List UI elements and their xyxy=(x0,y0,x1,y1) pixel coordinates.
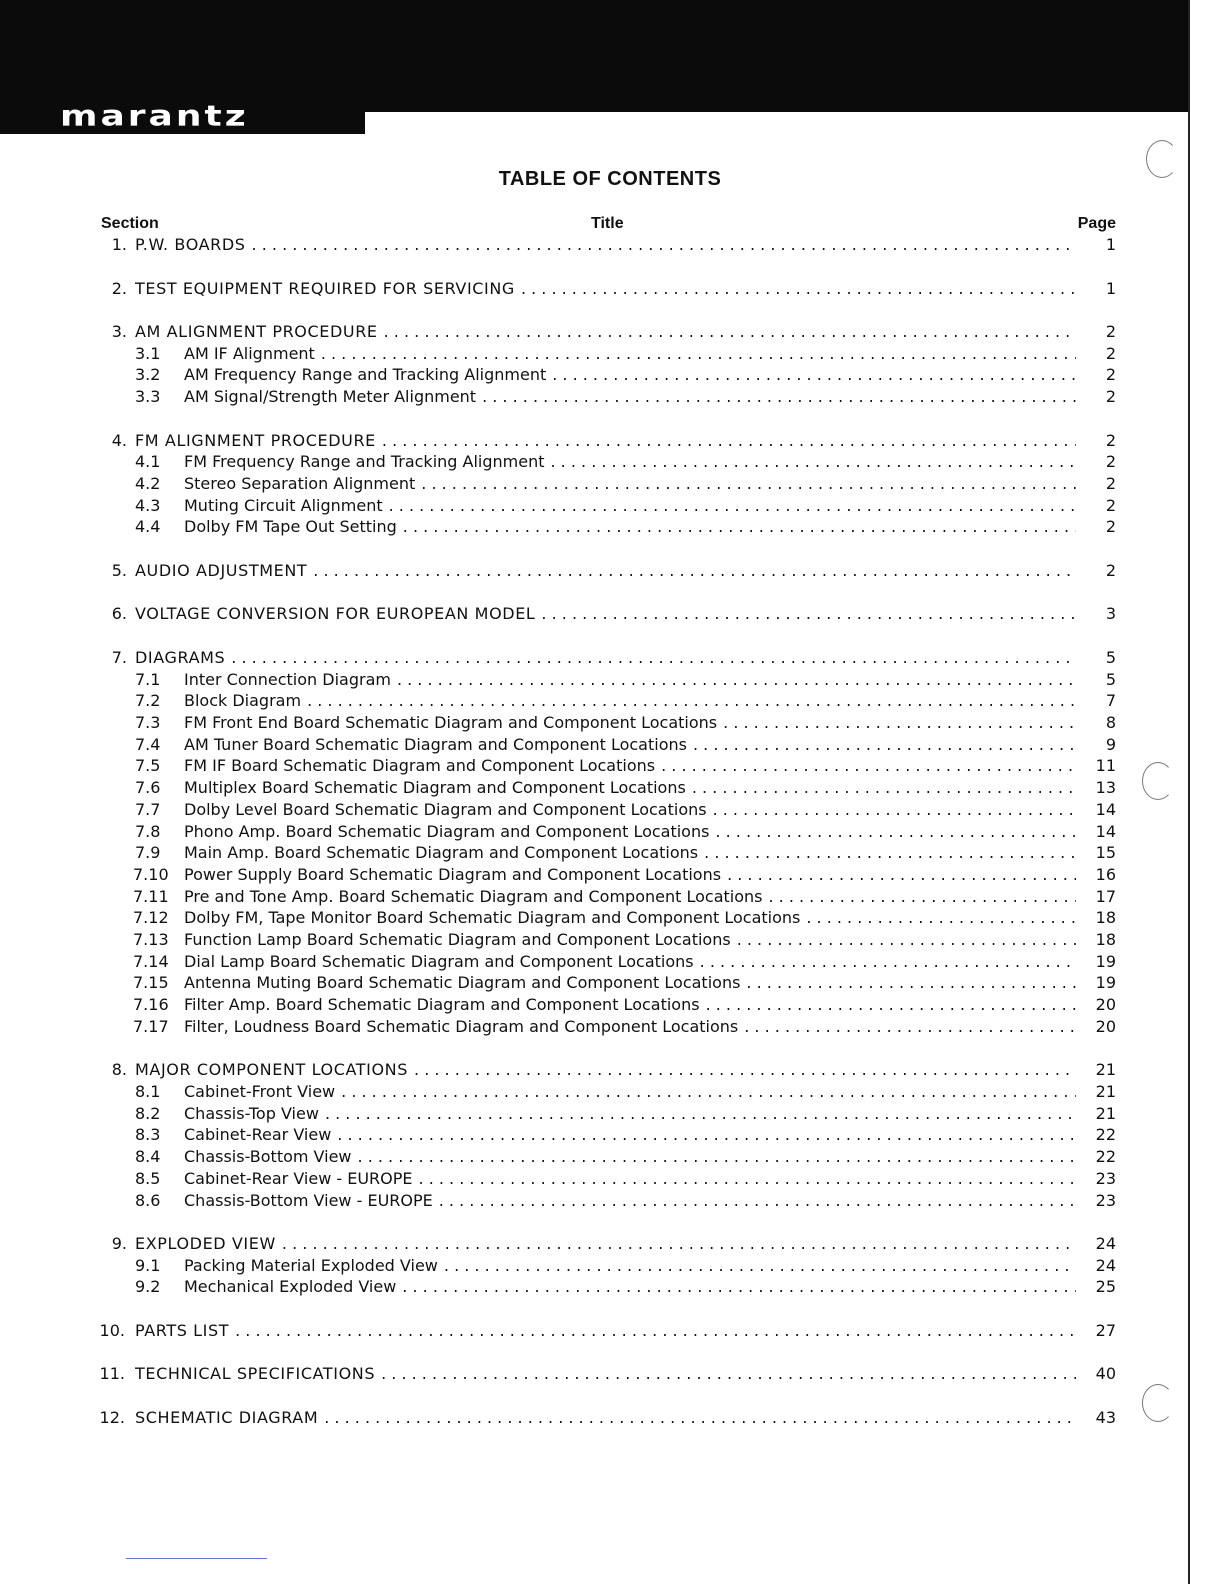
page-number: 17 xyxy=(1076,886,1116,908)
entry-leader xyxy=(184,1081,1088,1103)
toc-subsection xyxy=(0,516,1224,538)
page-number: 18 xyxy=(1076,929,1116,951)
page-number: 2 xyxy=(1076,430,1116,452)
toc-subsection xyxy=(0,364,1224,386)
page-number: 2 xyxy=(1076,516,1116,538)
dot-leader xyxy=(382,430,1088,452)
entry-leader xyxy=(135,1363,1088,1385)
entry-leader xyxy=(184,495,1088,517)
page-number: 40 xyxy=(1076,1363,1116,1385)
page-number: 21 xyxy=(1076,1059,1116,1081)
toc-subsection xyxy=(0,1255,1224,1277)
dot-leader xyxy=(381,1363,1088,1385)
page-number: 22 xyxy=(1076,1124,1116,1146)
dot-leader xyxy=(325,1103,1088,1125)
column-header-section: Section xyxy=(101,215,159,232)
dot-leader xyxy=(661,755,1088,777)
section-number: 7.7 xyxy=(135,799,161,819)
entry-title: AM Signal/Strength Meter Alignment xyxy=(184,386,482,408)
section-number: 7.14 xyxy=(133,951,169,971)
dot-leader xyxy=(414,1059,1088,1081)
section-number: 4.4 xyxy=(135,517,161,537)
dot-leader xyxy=(693,734,1088,756)
entry-leader xyxy=(184,343,1088,365)
entry-leader xyxy=(184,907,1088,929)
column-header-page: Page xyxy=(1077,215,1116,232)
toc-section xyxy=(0,278,1224,300)
section-number: 7.8 xyxy=(135,821,161,841)
entry-leader xyxy=(135,603,1088,625)
section-number: 9. xyxy=(111,1234,127,1253)
entry-title: Function Lamp Board Schematic Diagram and Component Locations xyxy=(184,929,737,951)
entry-leader xyxy=(184,451,1088,473)
entry-title: Chassis-Top View xyxy=(184,1103,325,1125)
section-number: 9.2 xyxy=(135,1277,161,1297)
toc-subsection xyxy=(0,929,1224,951)
header-band xyxy=(0,0,1188,112)
toc-subsection xyxy=(0,386,1224,408)
entry-title: Dolby Level Board Schematic Diagram and Component Locations xyxy=(184,799,713,821)
entry-leader xyxy=(184,473,1088,495)
section-number: 8.1 xyxy=(135,1082,161,1101)
entry-leader xyxy=(184,1255,1088,1277)
entry-title: FM ALIGNMENT PROCEDURE xyxy=(135,430,382,452)
toc-subsection xyxy=(0,799,1224,821)
entry-title: Pre and Tone Amp. Board Schematic Diagram and Component Locations xyxy=(184,886,768,908)
entry-title: Multiplex Board Schematic Diagram and Component Locations xyxy=(184,777,692,799)
page-number: 27 xyxy=(1076,1320,1116,1342)
dot-leader xyxy=(403,516,1088,538)
page-number: 3 xyxy=(1076,603,1116,625)
page-number: 24 xyxy=(1076,1255,1116,1277)
dot-leader xyxy=(806,907,1088,929)
entry-title: AM Tuner Board Schematic Diagram and Component Locations xyxy=(184,734,693,756)
entry-leader xyxy=(184,1168,1088,1190)
entry-title: Phono Amp. Board Schematic Diagram and Component Locations xyxy=(184,821,715,843)
section-number: 7.15 xyxy=(133,973,169,993)
toc-subsection xyxy=(0,907,1224,929)
entry-title: Filter Amp. Board Schematic Diagram and Component Locations xyxy=(184,994,706,1016)
page-number: 25 xyxy=(1076,1276,1116,1298)
entry-title: AM ALIGNMENT PROCEDURE xyxy=(135,321,384,343)
page-number: 20 xyxy=(1076,994,1116,1016)
page-number: 15 xyxy=(1076,842,1116,864)
section-number: 4.3 xyxy=(135,495,161,515)
page-number: 9 xyxy=(1076,734,1116,756)
entry-title: Antenna Muting Board Schematic Diagram and Component Locations xyxy=(184,972,746,994)
section-number: 8.4 xyxy=(135,1147,161,1167)
section-number: 7.11 xyxy=(133,886,169,906)
section-number: 7.6 xyxy=(135,778,161,798)
section-number: 7.5 xyxy=(135,756,161,776)
entry-title: TEST EQUIPMENT REQUIRED FOR SERVICING xyxy=(135,278,521,300)
entry-title: AM IF Alignment xyxy=(184,343,321,365)
section-number: 7.1 xyxy=(135,669,161,689)
dot-leader xyxy=(700,951,1088,973)
dot-leader xyxy=(421,473,1088,495)
toc-subsection xyxy=(0,864,1224,886)
entry-title: FM Front End Board Schematic Diagram and Component Locations xyxy=(184,712,723,734)
footer-rule xyxy=(126,1558,267,1559)
entry-leader xyxy=(184,821,1088,843)
toc-subsection xyxy=(0,690,1224,712)
toc-subsection xyxy=(0,669,1224,691)
entry-title: Chassis-Bottom View xyxy=(184,1146,358,1168)
dot-leader xyxy=(737,929,1088,951)
dot-leader xyxy=(692,777,1088,799)
page-number: 2 xyxy=(1076,364,1116,386)
page-number: 2 xyxy=(1076,386,1116,408)
section-number: 8. xyxy=(111,1060,127,1080)
toc-subsection xyxy=(0,1190,1224,1212)
entry-leader xyxy=(184,690,1088,712)
toc-section xyxy=(0,1320,1224,1342)
section-number: 7.2 xyxy=(135,691,161,711)
toc-subsection xyxy=(0,712,1224,734)
entry-leader xyxy=(135,234,1088,256)
page-number: 5 xyxy=(1076,669,1116,691)
page-title: TABLE OF CONTENTS xyxy=(498,168,722,190)
entry-title: Power Supply Board Schematic Diagram and Component Locations xyxy=(184,864,727,886)
entry-title: P.W. BOARDS xyxy=(135,234,252,256)
section-number: 4. xyxy=(111,430,127,450)
section-number: 3.2 xyxy=(135,365,161,385)
toc-subsection xyxy=(0,994,1224,1016)
entry-leader xyxy=(184,755,1088,777)
brand-logo: marantz xyxy=(60,100,249,133)
toc-subsection xyxy=(0,734,1224,756)
dot-leader xyxy=(419,1168,1088,1190)
entry-title: Dolby FM Tape Out Setting xyxy=(184,516,403,538)
entry-title: Cabinet-Rear View xyxy=(184,1124,337,1146)
entry-leader xyxy=(184,1276,1088,1298)
toc-subsection xyxy=(0,886,1224,908)
dot-leader xyxy=(723,712,1088,734)
entry-leader xyxy=(184,951,1088,973)
page-number: 18 xyxy=(1076,907,1116,929)
entry-leader xyxy=(135,321,1088,343)
entry-leader xyxy=(135,278,1088,300)
dot-leader xyxy=(551,451,1089,473)
entry-title: Mechanical Exploded View xyxy=(184,1276,402,1298)
entry-leader xyxy=(184,929,1088,951)
dot-leader xyxy=(439,1190,1088,1212)
page-number: 14 xyxy=(1076,799,1116,821)
entry-title: Stereo Separation Alignment xyxy=(184,473,421,495)
toc-subsection xyxy=(0,1168,1224,1190)
page-number: 2 xyxy=(1076,321,1116,343)
dot-leader xyxy=(746,972,1088,994)
entry-leader xyxy=(184,886,1088,908)
section-number: 7.17 xyxy=(133,1016,169,1036)
dot-leader xyxy=(389,495,1088,517)
entry-title: FM IF Board Schematic Diagram and Component Locations xyxy=(184,755,661,777)
page-number: 21 xyxy=(1076,1103,1116,1125)
page-number: 43 xyxy=(1076,1407,1116,1429)
toc-subsection xyxy=(0,821,1224,843)
entry-title: Dial Lamp Board Schematic Diagram and Component Locations xyxy=(184,951,700,973)
toc-section xyxy=(0,1233,1224,1255)
toc-subsection xyxy=(0,1103,1224,1125)
entry-leader xyxy=(184,1124,1088,1146)
section-number: 7. xyxy=(111,647,127,667)
section-number: 5. xyxy=(111,560,127,580)
page-number: 21 xyxy=(1076,1081,1116,1103)
dot-leader xyxy=(744,1016,1088,1038)
page-number: 24 xyxy=(1076,1233,1116,1255)
entry-leader xyxy=(184,994,1088,1016)
dot-leader xyxy=(397,669,1088,691)
entry-title: Chassis-Bottom View - EUROPE xyxy=(184,1190,439,1212)
section-number: 4.1 xyxy=(135,452,161,472)
page-number: 1 xyxy=(1076,234,1116,256)
entry-title: Packing Material Exploded View xyxy=(184,1255,444,1277)
entry-title: Dolby FM, Tape Monitor Board Schematic Diagram and Component Locations xyxy=(184,907,806,929)
dot-leader xyxy=(552,364,1088,386)
toc-subsection xyxy=(0,755,1224,777)
entry-title: SCHEMATIC DIAGRAM xyxy=(135,1407,324,1429)
entry-leader xyxy=(184,712,1088,734)
entry-leader xyxy=(135,560,1088,582)
entry-leader xyxy=(135,1407,1088,1429)
toc-subsection xyxy=(0,473,1224,495)
dot-leader xyxy=(307,690,1088,712)
page-number: 1 xyxy=(1076,278,1116,300)
toc-subsection xyxy=(0,495,1224,517)
dot-leader xyxy=(282,1233,1088,1255)
dot-leader xyxy=(341,1081,1088,1103)
entry-title: Cabinet-Rear View - EUROPE xyxy=(184,1168,419,1190)
entry-title: FM Frequency Range and Tracking Alignment xyxy=(184,451,551,473)
toc-subsection xyxy=(0,842,1224,864)
page-number: 2 xyxy=(1076,560,1116,582)
entry-leader xyxy=(184,842,1088,864)
entry-title: VOLTAGE CONVERSION FOR EUROPEAN MODEL xyxy=(135,603,541,625)
section-number: 3. xyxy=(111,322,127,341)
toc-section xyxy=(0,1059,1224,1081)
section-number: 12. xyxy=(99,1407,125,1427)
dot-leader xyxy=(482,386,1088,408)
dot-leader xyxy=(713,799,1088,821)
entry-leader xyxy=(135,1233,1088,1255)
page-number: 11 xyxy=(1076,755,1116,777)
dot-leader xyxy=(541,603,1088,625)
page-number: 16 xyxy=(1076,864,1116,886)
entry-title: Filter, Loudness Board Schematic Diagram and Component Locations xyxy=(184,1016,744,1038)
entry-leader xyxy=(135,1320,1088,1342)
entry-leader xyxy=(184,972,1088,994)
entry-title: AM Frequency Range and Tracking Alignment xyxy=(184,364,552,386)
toc-subsection xyxy=(0,1146,1224,1168)
entry-leader xyxy=(184,1146,1088,1168)
section-number: 8.2 xyxy=(135,1103,161,1123)
dot-leader xyxy=(704,842,1088,864)
section-number: 2. xyxy=(111,278,127,298)
section-number: 3.3 xyxy=(135,387,161,407)
entry-leader xyxy=(135,430,1088,452)
entry-title: Inter Connection Diagram xyxy=(184,669,397,691)
page-number: 5 xyxy=(1076,647,1116,669)
section-number: 9.1 xyxy=(135,1255,161,1275)
toc-section xyxy=(0,647,1224,669)
entry-leader xyxy=(184,364,1088,386)
dot-leader xyxy=(235,1320,1088,1342)
page-number: 2 xyxy=(1076,495,1116,517)
section-number: 7.16 xyxy=(133,995,169,1015)
toc-subsection xyxy=(0,972,1224,994)
toc-subsection xyxy=(0,451,1224,473)
dot-leader xyxy=(402,1276,1088,1298)
toc-section xyxy=(0,234,1224,256)
dot-leader xyxy=(521,278,1088,300)
section-number: 7.4 xyxy=(135,734,161,754)
section-number: 10. xyxy=(99,1320,125,1340)
dot-leader xyxy=(231,647,1088,669)
entry-leader xyxy=(184,386,1088,408)
dot-leader xyxy=(727,864,1088,886)
entry-leader xyxy=(184,1190,1088,1212)
toc-section xyxy=(0,1363,1224,1385)
dot-leader xyxy=(252,234,1088,256)
section-number: 3.1 xyxy=(135,343,161,363)
section-number: 7.3 xyxy=(135,713,161,732)
section-number: 1. xyxy=(111,235,127,254)
entry-title: EXPLODED VIEW xyxy=(135,1233,282,1255)
toc-section xyxy=(0,430,1224,452)
entry-leader xyxy=(184,799,1088,821)
page-number: 23 xyxy=(1076,1190,1116,1212)
dot-leader xyxy=(706,994,1088,1016)
page-number: 23 xyxy=(1076,1168,1116,1190)
dot-leader xyxy=(715,821,1088,843)
page-number: 2 xyxy=(1076,451,1116,473)
dot-leader xyxy=(324,1407,1088,1429)
entry-title: AUDIO ADJUSTMENT xyxy=(135,560,313,582)
entry-title: Block Diagram xyxy=(184,690,307,712)
page-number: 19 xyxy=(1076,972,1116,994)
page-number: 22 xyxy=(1076,1146,1116,1168)
dot-leader xyxy=(384,321,1088,343)
entry-leader xyxy=(184,734,1088,756)
toc-subsection xyxy=(0,1276,1224,1298)
entry-title: PARTS LIST xyxy=(135,1320,235,1342)
page-number: 2 xyxy=(1076,473,1116,495)
toc-section xyxy=(0,603,1224,625)
section-number: 7.12 xyxy=(133,908,169,928)
toc-subsection xyxy=(0,777,1224,799)
section-number: 7.13 xyxy=(133,930,169,949)
section-number: 8.6 xyxy=(135,1190,161,1210)
entry-title: Cabinet-Front View xyxy=(184,1081,341,1103)
section-number: 8.3 xyxy=(135,1125,161,1145)
entry-leader xyxy=(184,516,1088,538)
entry-title: Muting Circuit Alignment xyxy=(184,495,389,517)
entry-leader xyxy=(135,647,1088,669)
toc-subsection xyxy=(0,1016,1224,1038)
toc-section xyxy=(0,560,1224,582)
entry-leader xyxy=(184,669,1088,691)
entry-title: DIAGRAMS xyxy=(135,647,231,669)
entry-leader xyxy=(184,1103,1088,1125)
entry-leader xyxy=(184,864,1088,886)
section-number: 6. xyxy=(111,604,127,624)
toc-subsection xyxy=(0,1081,1224,1103)
page-number: 14 xyxy=(1076,821,1116,843)
dot-leader xyxy=(337,1124,1088,1146)
entry-leader xyxy=(184,777,1088,799)
page-number: 20 xyxy=(1076,1016,1116,1038)
entry-leader xyxy=(184,1016,1088,1038)
toc-section xyxy=(0,1407,1224,1429)
column-header-title: Title xyxy=(591,215,624,232)
toc-subsection xyxy=(0,1124,1224,1146)
toc-subsection xyxy=(0,343,1224,365)
page-number: 8 xyxy=(1076,712,1116,734)
dot-leader xyxy=(313,560,1088,582)
dot-leader xyxy=(321,343,1088,365)
entry-title: MAJOR COMPONENT LOCATIONS xyxy=(135,1059,414,1081)
section-number: 7.9 xyxy=(135,843,161,863)
toc-subsection xyxy=(0,951,1224,973)
entry-title: TECHNICAL SPECIFICATIONS xyxy=(135,1363,381,1385)
section-number: 7.10 xyxy=(133,864,169,884)
page-number: 7 xyxy=(1076,690,1116,712)
entry-leader xyxy=(135,1059,1088,1081)
page-number: 2 xyxy=(1076,343,1116,365)
toc-section xyxy=(0,321,1224,343)
dot-leader xyxy=(768,886,1088,908)
section-number: 4.2 xyxy=(135,474,161,493)
page-number: 13 xyxy=(1076,777,1116,799)
dot-leader xyxy=(444,1255,1088,1277)
page-number: 19 xyxy=(1076,951,1116,973)
entry-title: Main Amp. Board Schematic Diagram and Component Locations xyxy=(184,842,704,864)
dot-leader xyxy=(358,1146,1088,1168)
section-number: 11. xyxy=(99,1364,125,1384)
section-number: 8.5 xyxy=(135,1168,161,1188)
